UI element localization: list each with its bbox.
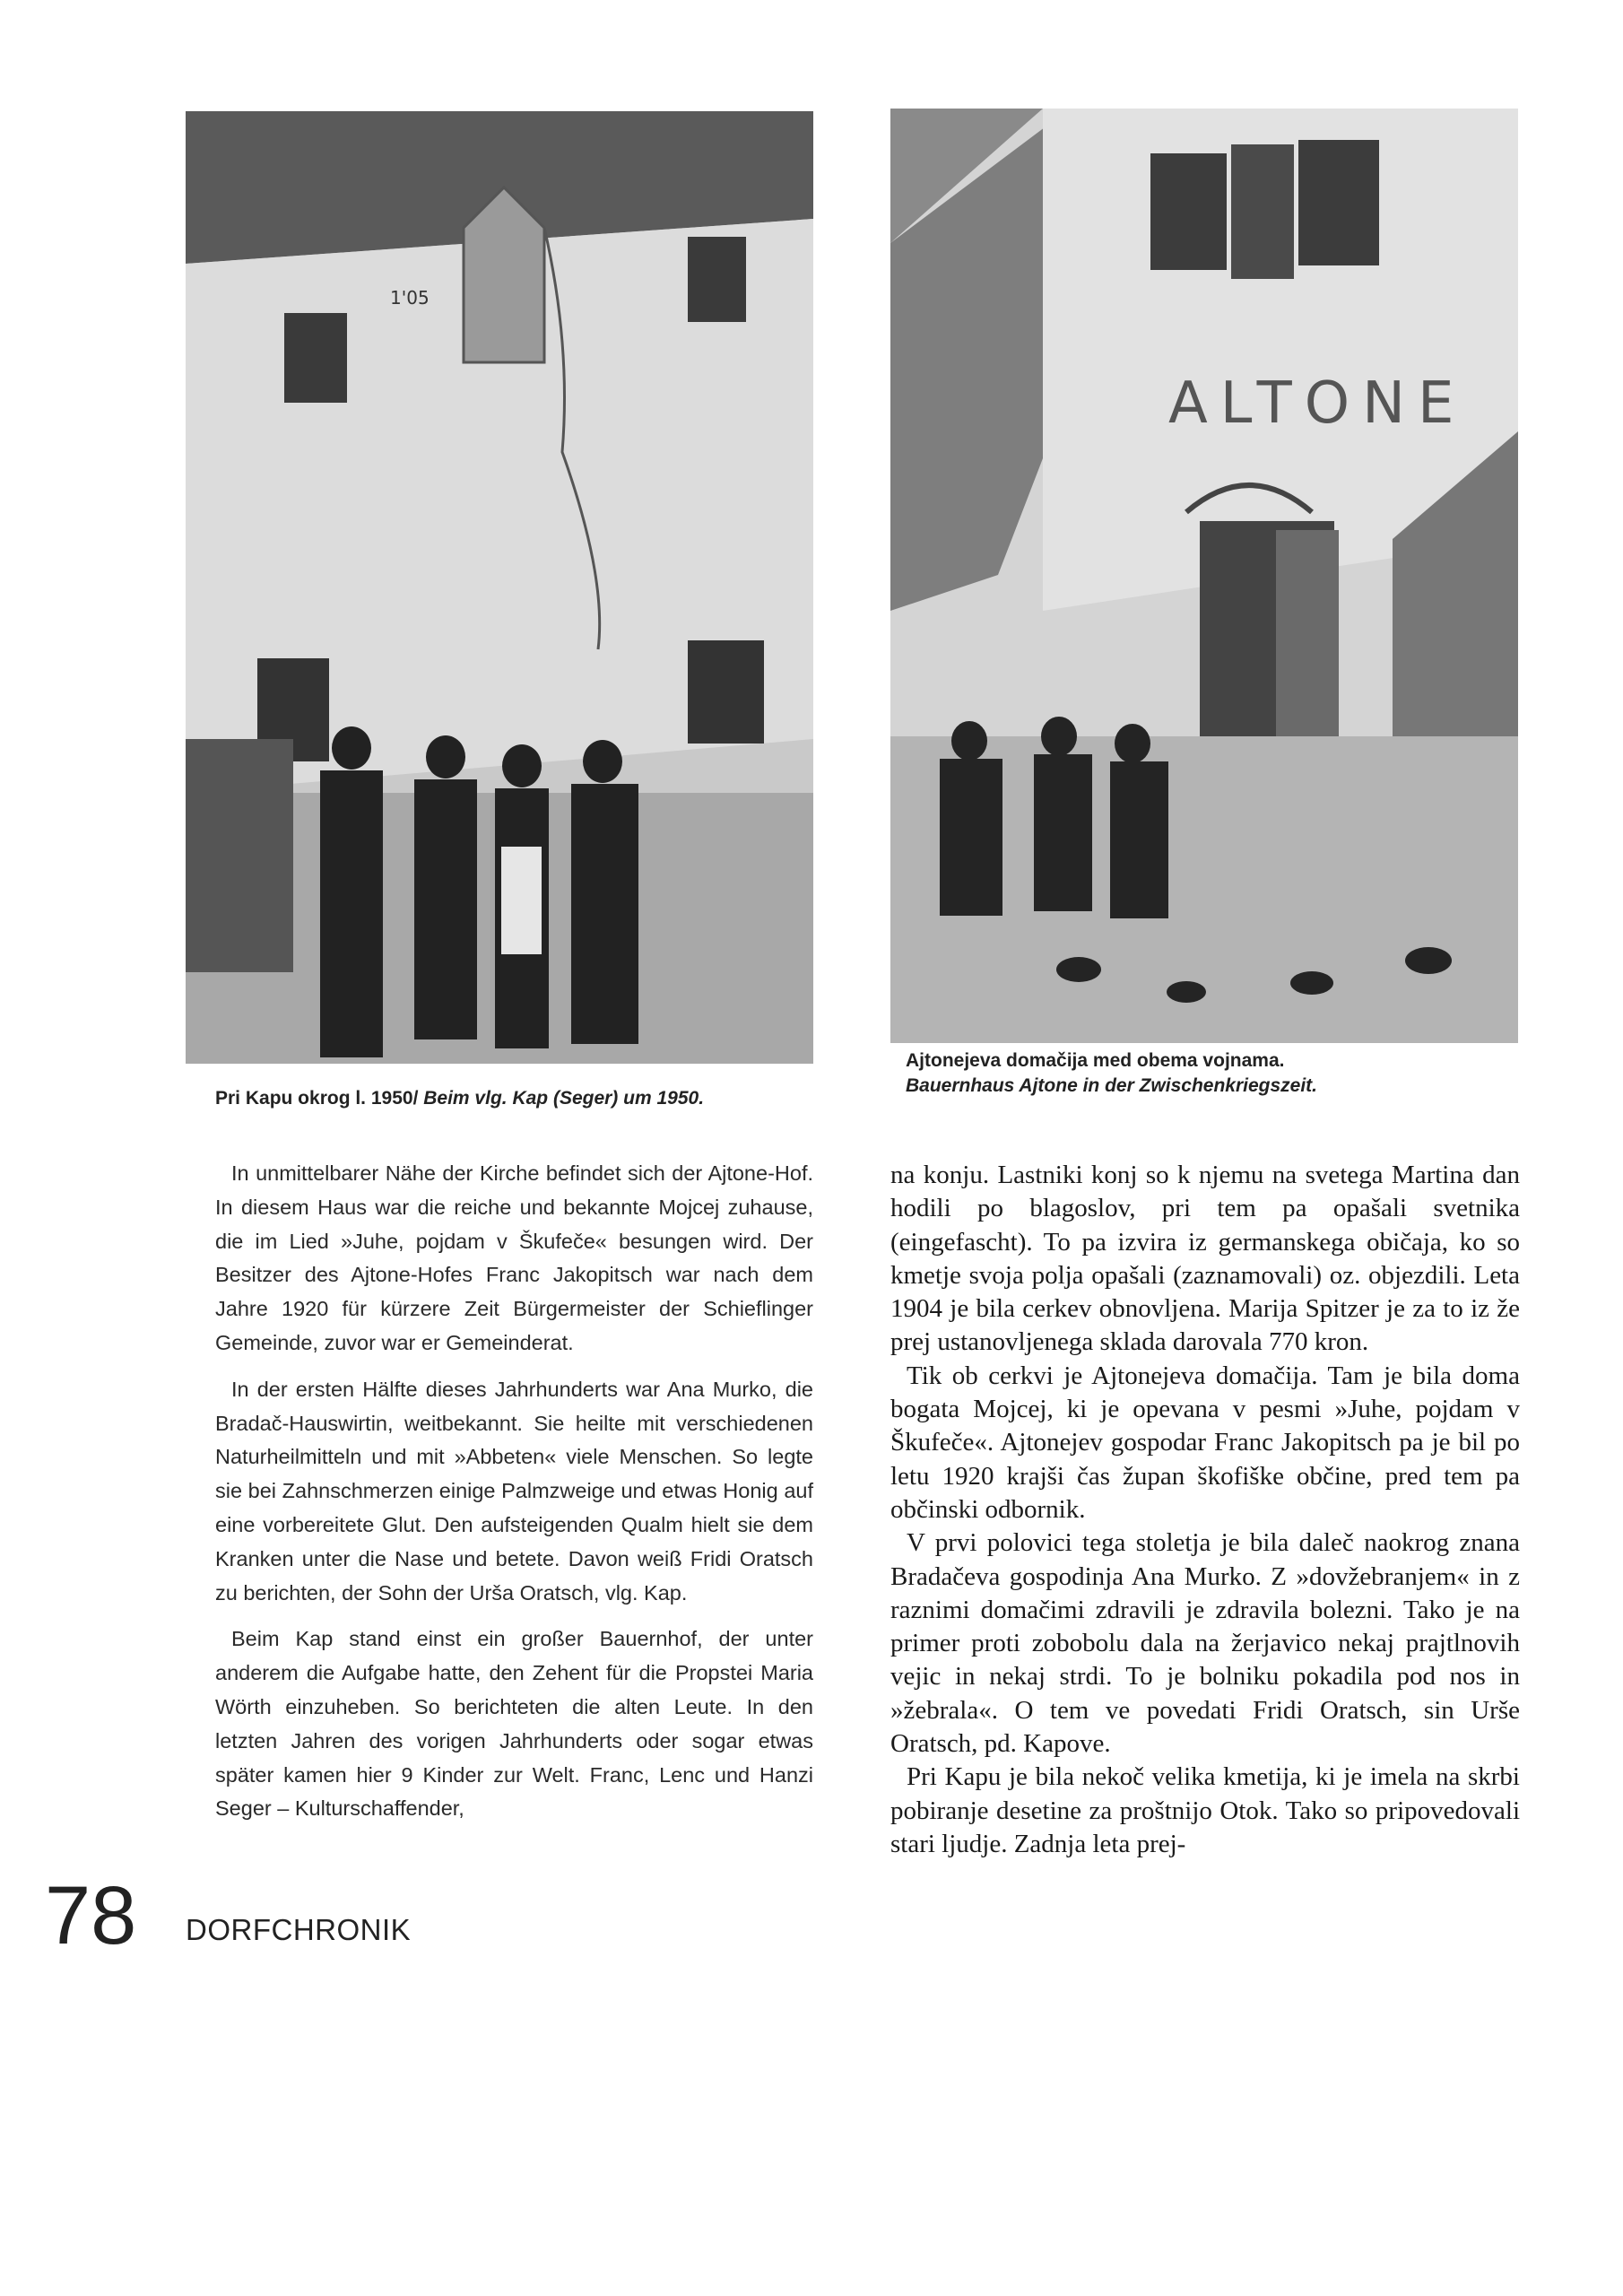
page-number: 78 [45, 1870, 137, 1961]
slovene-paragraph: V prvi polovici tega stoletja je bila daleč naokrog znana Bradačeva gospodinja Ana Murko. Z »dovžebranjem« in z raznimi domačimi zdravili je zdravila bolezni. Tako je na primer proti zobobolu dala na žerjavico nekaj prajtlnovih vejic in nekaj strdi. To je bolniku pokadila pod nos in »žebrala«. O tem ve povedati Fridi Oratsch, sin Urše Oratsch, pd. Kapove. [890, 1528, 1520, 1759]
slovene-text-column [890, 1159, 1520, 1861]
caption-left-slovene: Pri Kapu okrog l. 1950/ [215, 1088, 419, 1109]
caption-right-german: Bauernhaus Ajtone in der Zwischenkriegszeit. [906, 1075, 1317, 1096]
photo-left-wall-sign: 1'05 [390, 287, 430, 309]
running-title: DORFCHRONIK [186, 1913, 412, 1946]
german-paragraph: In unmittelbarer Nähe der Kirche befindet sich der Ajtone-Hof. In diesem Haus war die reiche und bekannte Mojcej zuhause, die im Lied »Juhe, pojdam v Škufeče« besungen wird. Der Besitzer des Ajtone-Hofes Franc Jakopitsch war nach dem Jahre 1920 für kürzere Zeit Bürgermeister der Schieflinger Gemeinde, zuvor war er Gemeinderat. [215, 1161, 813, 1354]
german-text-column [215, 1157, 813, 1826]
photo-right-wall-sign: ALTONE [1168, 370, 1467, 437]
caption-left [215, 1086, 704, 1111]
slovene-paragraph: Pri Kapu je bila nekoč velika kmetija, ki je imela na skrbi pobiranje desetine za proštnijo Otok. Tako so pripovedovali stari ljudje. Zadnja leta prej- [890, 1762, 1520, 1858]
slovene-paragraph: na konju. Lastniki konj so k njemu na svetega Martina dan hodili po blagoslov, pri tem pa opašali svetnika (eingefascht). To pa izvira iz germanskega običaja, ko so kmetje svoja polja opašali (zaznamovali) oz. objezdili. Leta 1904 je bila cerkev obnovljena. Marija Spitzer je za to iz že prej ustanovljenega sklada darovala 770 kron. [890, 1161, 1520, 1357]
photo-kap-image [186, 111, 813, 1064]
photo-ajtone-farmhouse [890, 109, 1518, 1043]
slovene-paragraph: Tik ob cerkvi je Ajtonejeva domačija. Tam je bila doma bogata Mojcej, ki je opevana v pesmi »Juhe, pojdam v Škufeče«. Ajtonejev gospodar Franc Jakopitsch pa je bil po letu 1920 krajši čas župan škofiške občine, pred tem pa občinski odbornik. [890, 1361, 1520, 1524]
german-paragraph: In der ersten Hälfte dieses Jahrhunderts war Ana Murko, die Bradač-Hauswirtin, weitbekannt. Sie heilte mit verschiedenen Naturheilmitteln und mit »Abbeten« viele Menschen. So legte sie bei Zahnschmerzen einige Palmzweige und etwas Honig auf eine vorbereitete Glut. Den aufsteigenden Qualm hielt sie dem Kranken unter die Nase und betete. Davon weiß Fridi Oratsch zu berichten, der Sohn der Urša Oratsch, vlg. Kap. [215, 1377, 813, 1605]
caption-right-slovene: Ajtonejeva domačija med obema vojnama. [906, 1050, 1285, 1071]
german-paragraph: Beim Kap stand einst ein großer Bauernhof, der unter anderem die Aufgabe hatte, den Zehent für die Propstei Maria Wörth einzuheben. So berichteten die alten Leute. In den letzten Jahren des vorigen Jahrhunderts oder sogar etwas später kamen hier 9 Kinder zur Welt. Franc, Lenc und Hanzi Seger – Kulturschaffender, [215, 1627, 813, 1821]
caption-left-german: Beim vlg. Kap (Seger) um 1950. [423, 1088, 705, 1109]
caption-right [906, 1048, 1317, 1099]
photo-kap-farmhouse [186, 111, 813, 1064]
photo-ajtone-image [890, 109, 1518, 1043]
